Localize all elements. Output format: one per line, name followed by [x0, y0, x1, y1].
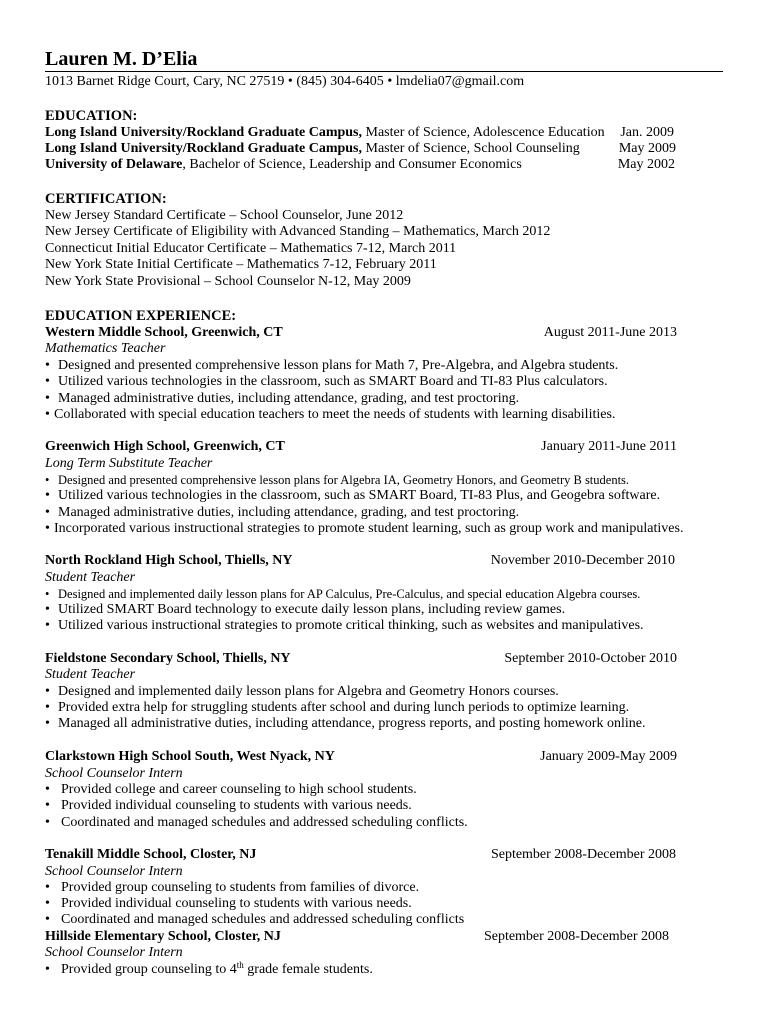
bullet-icon: •: [45, 700, 50, 715]
job-title: Long Term Substitute Teacher: [45, 456, 213, 471]
education-entry: [45, 141, 580, 157]
education-date: May 2009: [618, 141, 676, 156]
address: 1013 Barnet Ridge Court, Cary, NC 27519: [45, 74, 285, 89]
job-dates: January 2009-May 2009: [540, 749, 677, 764]
experience-heading: EDUCATION EXPERIENCE:: [45, 308, 237, 324]
education-entry: [45, 125, 605, 141]
job-dates: September 2010-October 2010: [504, 651, 677, 666]
bullet-icon: •: [45, 488, 50, 503]
job-title: School Counselor Intern: [45, 864, 183, 879]
job-title: School Counselor Intern: [45, 766, 183, 781]
candidate-name: Lauren M. D’Elia: [45, 48, 198, 70]
list-item: • Provided individual counseling to students with various needs.: [45, 798, 412, 813]
bullet-icon: •: [45, 782, 50, 797]
contact-line: [45, 73, 524, 90]
bullet-icon: •: [45, 798, 50, 813]
list-item: • Provided college and career counseling to high school students.: [45, 782, 417, 797]
separator: •: [287, 74, 293, 89]
education-date: Jan. 2009: [620, 125, 674, 140]
bullet-icon: •: [45, 521, 50, 536]
list-item: • Provided extra help for struggling students after school and during lunch periods to optimize learning.: [45, 700, 630, 715]
school-name: Long Island University/Rockland Graduate Campus,: [45, 125, 363, 140]
job-dates: September 2008-December 2008: [483, 929, 669, 944]
job-title: Mathematics Teacher: [45, 341, 166, 356]
list-item: • Managed administrative duties, including attendance, grading, and test proctoring.: [45, 391, 520, 406]
bullet-icon: •: [45, 505, 50, 520]
job-title: Student Teacher: [45, 667, 136, 682]
list-item: • Utilized various technologies in the classroom, such as SMART Board and TI-83 Plus calculators.: [45, 374, 608, 389]
list-item: • Utilized various technologies in the classroom, such as SMART Board, TI-83 Plus, and Geogebra software.: [45, 488, 661, 503]
education-date: May 2002: [617, 157, 675, 172]
job-title: Student Teacher: [45, 570, 136, 585]
bullet-icon: •: [45, 407, 50, 422]
list-item: • Provided group counseling to students from families of divorce.: [45, 880, 420, 895]
employer: Greenwich High School, Greenwich, CT: [45, 439, 285, 454]
degree: , Bachelor of Science, Leadership and Consumer Economics: [182, 157, 522, 172]
bullet-icon: •: [45, 473, 50, 487]
certification-item: New York State Provisional – School Counselor N-12, May 2009: [45, 274, 411, 289]
school-name: Long Island University/Rockland Graduate Campus,: [45, 141, 363, 156]
job-dates: January 2011-June 2011: [541, 439, 677, 454]
list-item: • Managed all administrative duties, including attendance, progress reports, and posting homework online.: [45, 716, 646, 731]
job-dates: September 2008-December 2008: [490, 847, 676, 862]
list-item: • Designed and implemented daily lesson plans for Algebra and Geometry Honors courses.: [45, 684, 559, 699]
list-item: • Provided individual counseling to students with various needs.: [45, 896, 412, 911]
list-item: • Managed administrative duties, including attendance, grading, and test proctoring.: [45, 505, 520, 520]
list-item: • Provided group counseling to 4th grade female students.: [45, 960, 373, 977]
list-item: • Utilized various instructional strategies to promote critical thinking, such as websites and manipulatives.: [45, 618, 644, 633]
list-item: • Collaborated with special education teachers to meet the needs of students with learning disabilities.: [45, 407, 616, 422]
employer: Hillside Elementary School, Closter, NJ: [45, 929, 281, 944]
employer: Fieldstone Secondary School, Thiells, NY: [45, 651, 291, 666]
list-item: • Designed and presented comprehensive lesson plans for Math 7, Pre-Algebra, and Algebra students.: [45, 358, 619, 373]
superscript: th: [236, 960, 244, 970]
bullet-icon: •: [45, 618, 50, 633]
job-dates: November 2010-December 2010: [490, 553, 675, 568]
employer: Tenakill Middle School, Closter, NJ: [45, 847, 257, 862]
bullet-icon: •: [45, 358, 50, 373]
bullet-icon: •: [45, 880, 50, 895]
separator: •: [387, 74, 393, 89]
list-item: • Designed and implemented daily lesson plans for AP Calculus, Pre-Calculus, and special education Algebra courses.: [45, 587, 641, 601]
degree: Master of Science, Adolescence Education: [362, 125, 605, 140]
bullet-icon: •: [45, 602, 50, 617]
bullet-icon: •: [45, 587, 50, 601]
list-item: • Utilized SMART Board technology to execute daily lesson plans, including review games.: [45, 602, 566, 617]
phone: (845) 304-6405: [296, 74, 384, 89]
bullet-icon: •: [45, 815, 50, 830]
list-item: • Coordinated and managed schedules and addressed scheduling conflicts.: [45, 815, 468, 830]
bullet-icon: •: [45, 391, 50, 406]
list-item: • Incorporated various instructional strategies to promote student learning, such as group work and manipulatives.: [45, 521, 684, 536]
employer: Western Middle School, Greenwich, CT: [45, 325, 283, 340]
education-entry: [45, 157, 522, 173]
bullet-icon: •: [45, 912, 50, 927]
employer: North Rockland High School, Thiells, NY: [45, 553, 293, 568]
certification-item: New Jersey Standard Certificate – School Counselor, June 2012: [45, 208, 404, 223]
bullet-icon: •: [45, 684, 50, 699]
email: lmdelia07@gmail.com: [395, 74, 525, 89]
school-name: University of Delaware: [45, 157, 183, 172]
certification-item: New York State Initial Certificate – Mathematics 7-12, February 2011: [45, 257, 437, 272]
certification-item: New Jersey Certificate of Eligibility with Advanced Standing – Mathematics, March 2012: [45, 224, 551, 239]
job-title: School Counselor Intern: [45, 945, 183, 960]
certification-heading: CERTIFICATION:: [45, 191, 167, 207]
bullet-icon: •: [45, 374, 50, 389]
header-rule: [45, 71, 723, 72]
certification-item: Connecticut Initial Educator Certificate – Mathematics 7-12, March 2011: [45, 241, 457, 256]
degree: Master of Science, School Counseling: [362, 141, 580, 156]
job-dates: August 2011-June 2013: [543, 325, 677, 340]
bullet-icon: •: [45, 962, 50, 977]
employer: Clarkstown High School South, West Nyack, NY: [45, 749, 335, 764]
list-item: • Coordinated and managed schedules and addressed scheduling conflicts: [45, 912, 465, 927]
bullet-icon: •: [45, 896, 50, 911]
bullet-icon: •: [45, 716, 50, 731]
list-item: • Designed and presented comprehensive lesson plans for Algebra IA, Geometry Honors, and Geometry B students.: [45, 473, 630, 487]
education-heading: EDUCATION:: [45, 108, 138, 124]
